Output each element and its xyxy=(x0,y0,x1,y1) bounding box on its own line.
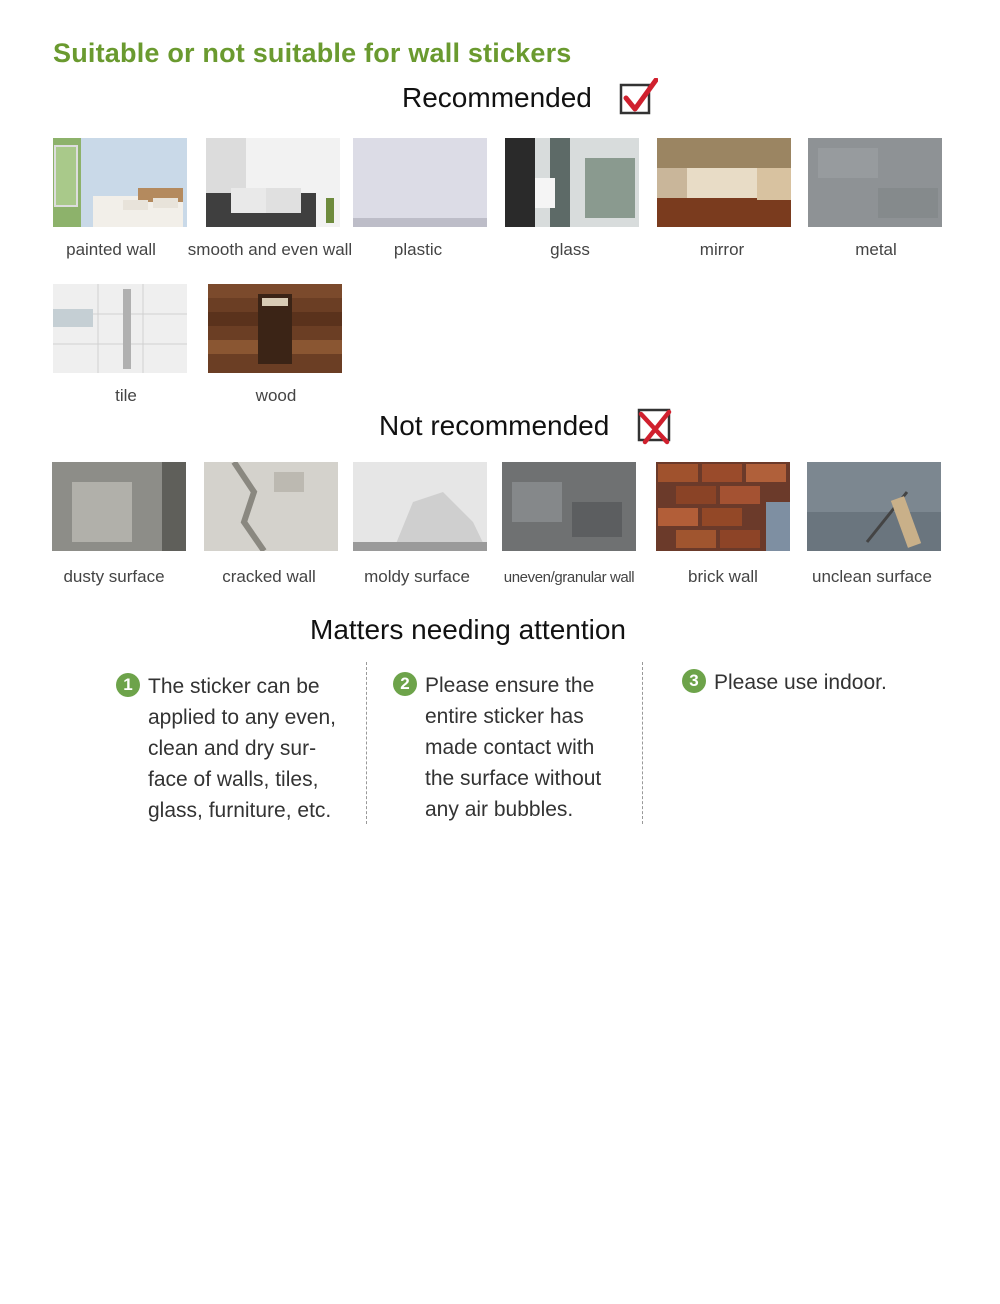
thumb-wood xyxy=(208,284,342,373)
note-text: Please use indoor. xyxy=(714,671,887,694)
smooth-wall-photo xyxy=(206,138,340,227)
caption-tile: tile xyxy=(115,386,137,405)
note-3 xyxy=(682,667,942,698)
caption-smooth-wall: smooth and even wall xyxy=(187,240,353,259)
thumb-plastic xyxy=(353,138,487,227)
mirror-photo xyxy=(657,138,791,227)
thumb-brick-wall xyxy=(656,462,790,551)
thumb-painted-wall xyxy=(53,138,187,227)
number-badge: 3 xyxy=(682,669,706,693)
unclean-surface-photo xyxy=(807,462,941,551)
thumb-glass xyxy=(505,138,639,227)
not-recommended-heading-text: Not recommended xyxy=(379,410,610,441)
not-recommended-heading xyxy=(379,406,675,446)
caption-brick-wall: brick wall xyxy=(688,567,758,586)
dusty-surface-photo xyxy=(52,462,186,551)
tile-photo xyxy=(53,284,187,373)
caption-painted-wall: painted wall xyxy=(66,240,156,259)
caption-plastic: plastic xyxy=(393,240,443,259)
metal-photo xyxy=(808,138,942,227)
caption-unclean-surface: unclean surface xyxy=(811,567,933,586)
caption-cracked-wall: cracked wall xyxy=(222,567,316,586)
thumb-uneven-wall xyxy=(502,462,636,551)
caption-glass: glass xyxy=(550,240,590,259)
page-title: Suitable or not suitable for wall stickers xyxy=(53,38,572,68)
thumb-cracked-wall xyxy=(204,462,338,551)
attention-heading-text: Matters needing attention xyxy=(310,614,626,645)
thumb-moldy-surface xyxy=(353,462,487,551)
cracked-wall-photo xyxy=(204,462,338,551)
thumb-unclean-surface xyxy=(807,462,941,551)
caption-wood: wood xyxy=(255,386,297,405)
note-1 xyxy=(116,671,356,826)
divider xyxy=(642,662,643,824)
note-2 xyxy=(393,670,633,825)
thumb-dusty-surface xyxy=(52,462,186,551)
number-badge: 2 xyxy=(393,672,417,696)
glass-photo xyxy=(505,138,639,227)
thumb-tile xyxy=(53,284,187,373)
caption-mirror: mirror xyxy=(699,240,745,259)
caption-moldy-surface: moldy surface xyxy=(364,567,470,586)
plastic-photo xyxy=(353,138,487,227)
caption-dusty-surface: dusty surface xyxy=(63,567,165,586)
divider xyxy=(366,662,367,824)
checkbox-check-icon xyxy=(618,78,658,118)
thumb-mirror xyxy=(657,138,791,227)
brick-wall-photo xyxy=(656,462,790,551)
note-text: The sticker can be applied to any even, clean and dry sur- face of walls, tiles, glass, furniture, etc. xyxy=(148,675,336,822)
caption-metal: metal xyxy=(855,240,897,259)
wood-photo xyxy=(208,284,342,373)
caption-uneven-wall: uneven/granular wall xyxy=(503,569,635,586)
uneven-wall-photo xyxy=(502,462,636,551)
number-badge: 1 xyxy=(116,673,140,697)
note-text: Please ensure the entire sticker has made contact with the surface without any air bubbles. xyxy=(425,674,602,821)
attention-heading xyxy=(310,614,626,646)
thumb-smooth-wall xyxy=(206,138,340,227)
painted-wall-photo xyxy=(53,138,187,227)
checkbox-cross-icon xyxy=(635,406,675,446)
recommended-heading xyxy=(402,78,658,118)
moldy-surface-photo xyxy=(353,462,487,551)
recommended-heading-text: Recommended xyxy=(402,82,592,113)
thumb-metal xyxy=(808,138,942,227)
